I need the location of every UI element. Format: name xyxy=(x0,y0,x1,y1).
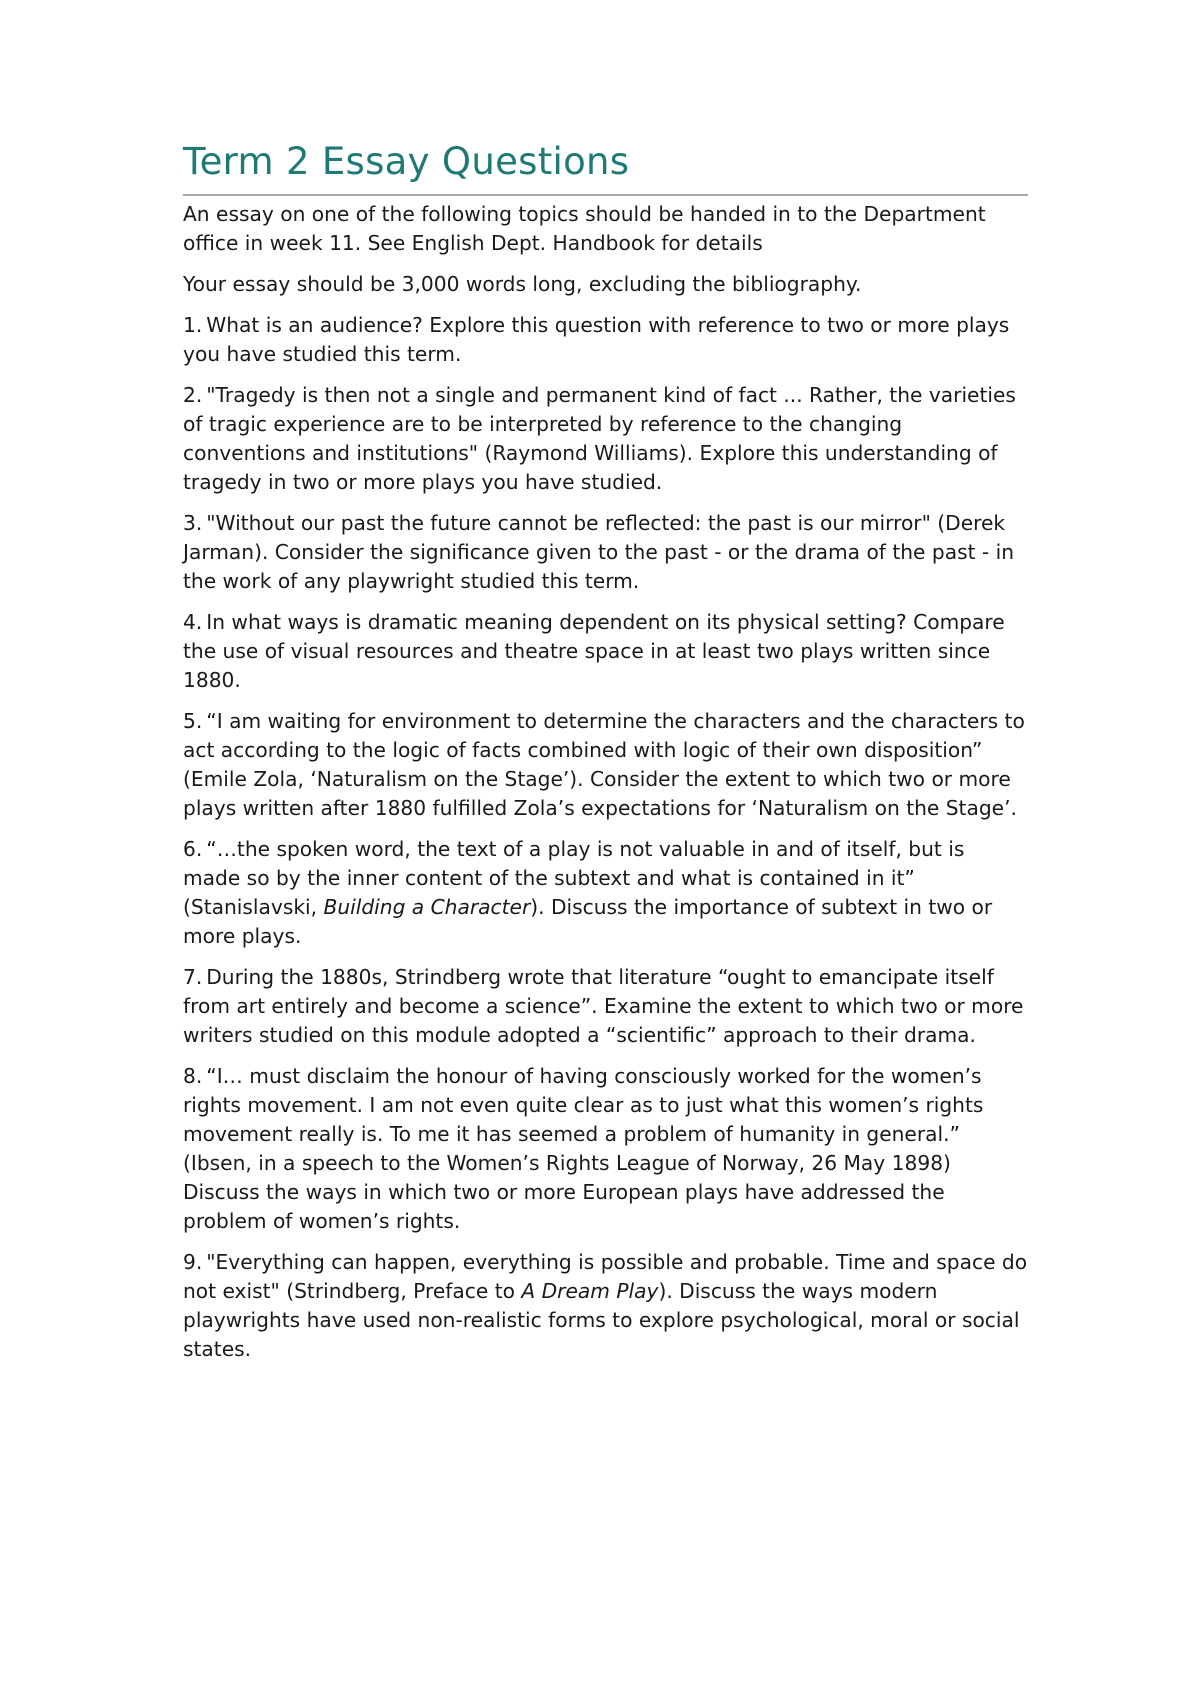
question-number: 9. xyxy=(183,1250,203,1275)
question-text-before: "Everything can happen, everything is possible and probable. Time and space do not exist" (Strindberg, Preface to xyxy=(183,1250,1028,1304)
question-text: "Tragedy is then not a single and permanent kind of fact ... Rather, the varieties of tragic experience are to be interpreted by reference to the changing conventions and institutions" (Raymond Williams). Explore this understanding of tragedy in two or more plays you have studied. xyxy=(183,383,1016,495)
question-text: During the 1880s, Strindberg wrote that literature “ought to emancipate itself from art entirely and become a science”. Examine the extent to which two or more writers studied on this module adopted a “scientific” approach to their drama. xyxy=(183,965,1024,1048)
question-text-before: “…the spoken word, the text of a play is not valuable in and of itself, but is made so by the inner content of the subtext and what is contained in it” (Stanislavski, xyxy=(183,837,965,920)
question-number: 8. xyxy=(183,1064,203,1089)
word-count-paragraph: Your essay should be 3,000 words long, excluding the bibliography. xyxy=(183,272,862,297)
question-9 xyxy=(183,1248,1028,1364)
question-number: 2. xyxy=(183,383,203,408)
title-divider xyxy=(183,194,1028,196)
question-5 xyxy=(183,707,1028,823)
question-text: “I am waiting for environment to determine the characters and the characters to act according to the logic of facts combined with logic of their own disposition” (Emile Zola, ‘Naturalism on the Stage’). Consider the extent to which two or more plays written after 1880 fulfilled Zola’s expectations for ‘Naturalism on the Stage’. xyxy=(183,709,1025,821)
question-number: 3. xyxy=(183,511,203,536)
question-number: 1. xyxy=(183,313,203,338)
question-7 xyxy=(183,963,1028,1050)
question-text-after: ). Discuss the importance of subtext in two or more plays. xyxy=(183,895,993,949)
book-title: Building a Character xyxy=(323,895,531,920)
question-text-after: ). Discuss the ways modern playwrights have used non-realistic forms to explore psychological, moral or social states. xyxy=(183,1279,1020,1362)
question-number: 5. xyxy=(183,709,203,734)
question-1 xyxy=(183,311,1028,369)
page-title: Term 2 Essay Questions xyxy=(183,140,630,183)
play-title: A Dream Play xyxy=(521,1279,659,1304)
question-text: "Without our past the future cannot be reflected: the past is our mirror" (Derek Jarman). Consider the significance given to the past - or the drama of the past - in the work of any playwright studied this term. xyxy=(183,511,1015,594)
question-4 xyxy=(183,608,1028,695)
question-8 xyxy=(183,1062,1028,1236)
question-text: In what ways is dramatic meaning dependent on its physical setting? Compare the use of visual resources and theatre space in at least two plays written since 1880. xyxy=(183,610,1005,693)
question-3 xyxy=(183,509,1028,596)
question-number: 6. xyxy=(183,837,203,862)
question-2 xyxy=(183,381,1028,497)
question-number: 4. xyxy=(183,610,203,635)
question-6 xyxy=(183,835,1028,951)
intro-paragraph: An essay on one of the following topics should be handed in to the Department office in week 11. See English Dept. Handbook for details xyxy=(183,202,986,256)
question-number: 7. xyxy=(183,965,203,990)
question-text: “I… must disclaim the honour of having consciously worked for the women’s rights movement. I am not even quite clear as to just what this women’s rights movement really is. To me it has seemed a problem of humanity in general.” (Ibsen, in a speech to the Women’s Rights League of Norway, 26 May 1898) Discuss the ways in which two or more European plays have addressed the problem of women’s rights. xyxy=(183,1064,984,1234)
document-page xyxy=(183,140,1028,1376)
question-text: What is an audience? Explore this question with reference to two or more plays you have studied this term. xyxy=(183,313,1010,367)
